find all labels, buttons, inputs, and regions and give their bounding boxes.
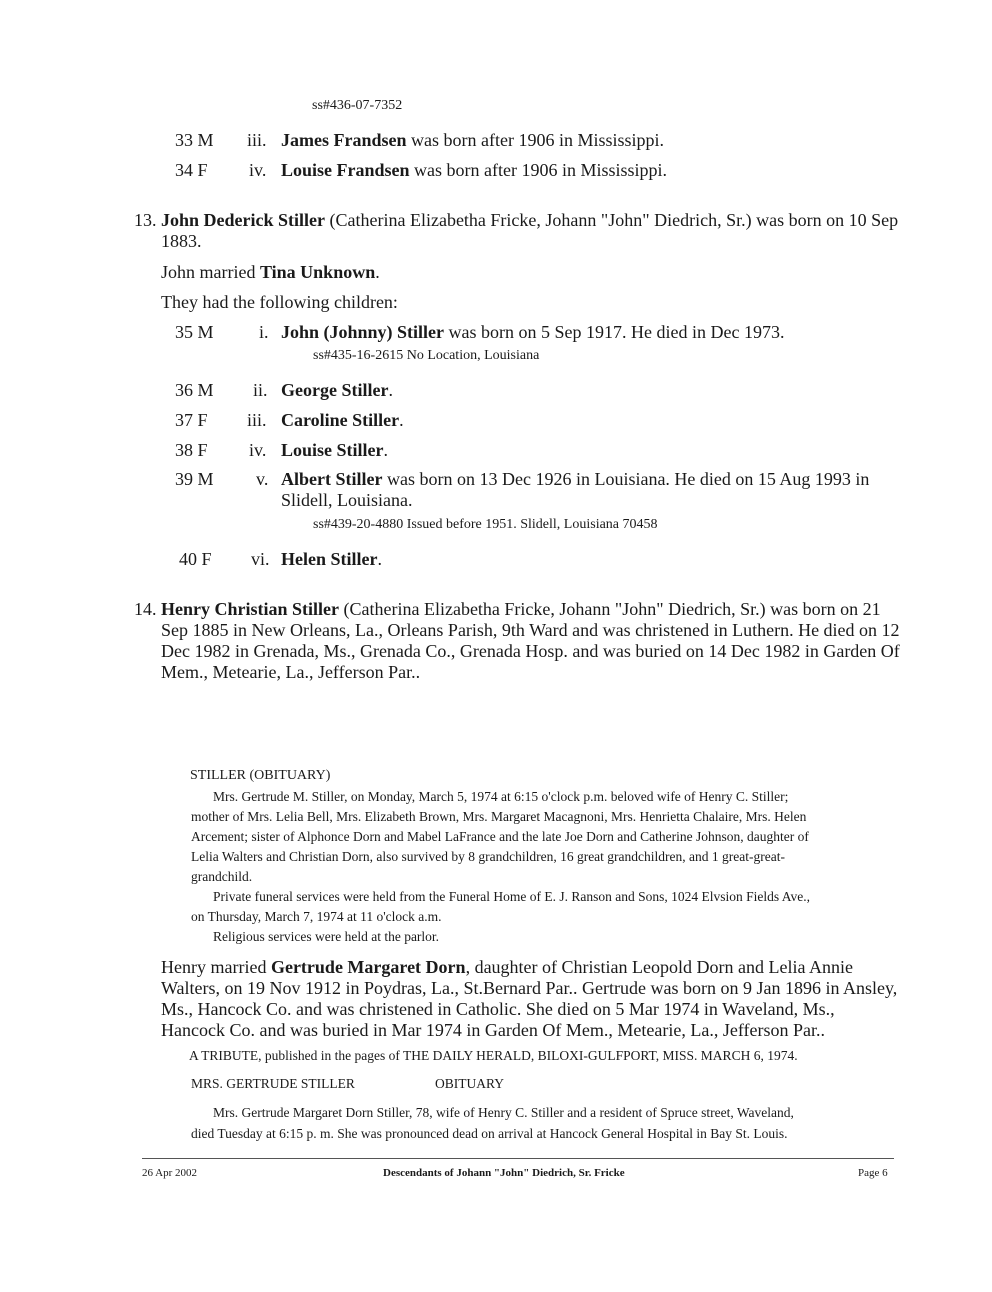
person-number: 13. — [134, 210, 157, 230]
marriage-line: Ms., Hancock Co. and was christened in Catholic. She died on 5 Mar 1974 in Waveland, Ms., — [161, 999, 835, 1019]
marriage-line: Walters, on 19 Nov 1912 in Poydras, La., St.Bernard Par.. Gertrude was born on 9 Jan 1896 in Ansley, — [161, 978, 898, 998]
child-name: Helen Stiller — [281, 549, 378, 569]
obituary-line: Lelia Walters and Christian Dorn, also survived by 8 grandchildren, 16 great grandchildren, and 1 great-great- — [191, 849, 785, 864]
marriage-line: Hancock Co. and was buried in Mar 1974 in Garden Of Mem., Metearie, La., Jefferson Par.. — [161, 1020, 825, 1040]
marriage-line: John married Tina Unknown. — [161, 262, 380, 282]
child-numeral: iii. — [247, 130, 267, 150]
child-text-cont: Slidell, Louisiana. — [281, 490, 413, 510]
obituary-line: Mrs. Gertrude M. Stiller, on Monday, March 5, 1974 at 6:15 o'clock p.m. beloved wife of Henry C. Stiller; — [213, 789, 789, 804]
obituary-line: on Thursday, March 7, 1974 at 11 o'clock a.m. — [191, 909, 442, 924]
child-code: 33 M — [175, 130, 214, 150]
spouse-name: Gertrude Margaret Dorn — [270, 957, 466, 977]
child-numeral: ii. — [253, 380, 268, 400]
person-header: John Dederick Stiller (Catherina Elizabetha Fricke, Johann "John" Diedrich, Sr.) was born on 10 Sep — [161, 210, 899, 230]
person-header-cont: 1883. — [161, 231, 202, 251]
child-name: Albert Stiller — [281, 469, 383, 489]
person-name: Henry Christian Stiller — [161, 599, 339, 619]
child-text: Helen Stiller. — [281, 549, 382, 569]
child-code: 37 F — [175, 410, 208, 430]
person-header: Henry Christian Stiller (Catherina Elizabetha Fricke, Johann "John" Diedrich, Sr.) was born on 21 — [161, 599, 881, 619]
footer-date: 26 Apr 2002 — [142, 1167, 197, 1179]
child-name: Louise Stiller — [281, 440, 384, 460]
child-name: Louise Frandsen — [281, 160, 410, 180]
child-name: James Frandsen — [281, 130, 407, 150]
child-code: 40 F — [179, 549, 212, 569]
child-text: Louise Stiller. — [281, 440, 388, 460]
child-code: 36 M — [175, 380, 214, 400]
marriage-line: Henry married Gertrude Margaret Dorn, daughter of Christian Leopold Dorn and Lelia Annie — [161, 957, 853, 977]
person-header-cont: Mem., Metearie, La., Jefferson Par.. — [161, 662, 421, 682]
child-numeral: v. — [256, 469, 269, 489]
child-numeral: iv. — [249, 440, 267, 460]
spouse-name: Tina Unknown — [259, 262, 376, 282]
footer-title: Descendants of Johann "John" Diedrich, Sr. Fricke — [383, 1167, 625, 1179]
children-intro: They had the following children: — [161, 292, 398, 312]
child-name: George Stiller — [281, 380, 389, 400]
obituary-heading: STILLER (OBITUARY) — [190, 768, 331, 783]
child-text: George Stiller. — [281, 380, 393, 400]
child-text: James Frandsen was born after 1906 in Mississippi. — [281, 130, 664, 150]
child-code: 35 M — [175, 322, 214, 342]
footer-page: Page 6 — [858, 1167, 888, 1179]
obituary-line: grandchild. — [191, 869, 253, 884]
child-name: Caroline Stiller — [281, 410, 400, 430]
child-text: Caroline Stiller. — [281, 410, 404, 430]
child-text: Albert Stiller was born on 13 Dec 1926 in Louisiana. He died on 15 Aug 1993 in — [281, 469, 870, 489]
child-numeral: vi. — [251, 549, 270, 569]
child-name: John (Johnny) Stiller — [281, 322, 445, 342]
person-header-cont: Sep 1885 in New Orleans, La., Orleans Parish, 9th Ward and was christened in Luthern. He died on 12 — [161, 620, 900, 640]
tribute-name: MRS. GERTRUDE STILLER — [191, 1076, 355, 1091]
child-text: John (Johnny) Stiller was born on 5 Sep 1917. He died in Dec 1973. — [281, 322, 785, 342]
obituary-line: Private funeral services were held from the Funeral Home of E. J. Ranson and Sons, 1024 Elvsion Fields Ave., — [213, 889, 811, 904]
tribute-source: A TRIBUTE, published in the pages of THE DAILY HERALD, BILOXI-GULFPORT, MISS. MARCH 6, 1974. — [189, 1048, 798, 1063]
tribute-line: Mrs. Gertrude Margaret Dorn Stiller, 78, wife of Henry C. Stiller and a resident of Spruce street, Waveland, — [213, 1105, 794, 1120]
child-code: 34 F — [175, 160, 208, 180]
child-text: Louise Frandsen was born after 1906 in Mississippi. — [281, 160, 668, 180]
child-numeral: i. — [259, 322, 269, 342]
ssn-note: ss#436-07-7352 — [312, 98, 403, 113]
obituary-line: Religious services were held at the parlor. — [213, 929, 440, 944]
child-numeral: iv. — [249, 160, 267, 180]
obituary-line: Arcement; sister of Alphonce Dorn and Mabel LaFrance and the late Joe Dorn and Catherine Johnson, daughter of — [191, 829, 809, 844]
footer-rule — [142, 1158, 894, 1159]
ssn-note: ss#439-20-4880 Issued before 1951. Slidell, Louisiana 70458 — [313, 517, 658, 532]
child-code: 38 F — [175, 440, 208, 460]
tribute-label: OBITUARY — [435, 1076, 505, 1091]
tribute-line: died Tuesday at 6:15 p. m. She was pronounced dead on arrival at Hancock General Hospital in Bay St. Louis. — [191, 1126, 788, 1141]
person-name: John Dederick Stiller — [161, 210, 325, 230]
ssn-note: ss#435-16-2615 No Location, Louisiana — [313, 348, 540, 363]
child-numeral: iii. — [247, 410, 267, 430]
person-number: 14. — [134, 599, 157, 619]
obituary-line: mother of Mrs. Lelia Bell, Mrs. Elizabeth Brown, Mrs. Margaret Macagnoni, Mrs. Henrietta Chalaire, Mrs. Helen — [191, 809, 807, 824]
person-header-cont: Dec 1982 in Grenada, Ms., Grenada Co., Grenada Hosp. and was buried on 14 Dec 1982 in Garden Of — [161, 641, 900, 661]
child-code: 39 M — [175, 469, 214, 489]
